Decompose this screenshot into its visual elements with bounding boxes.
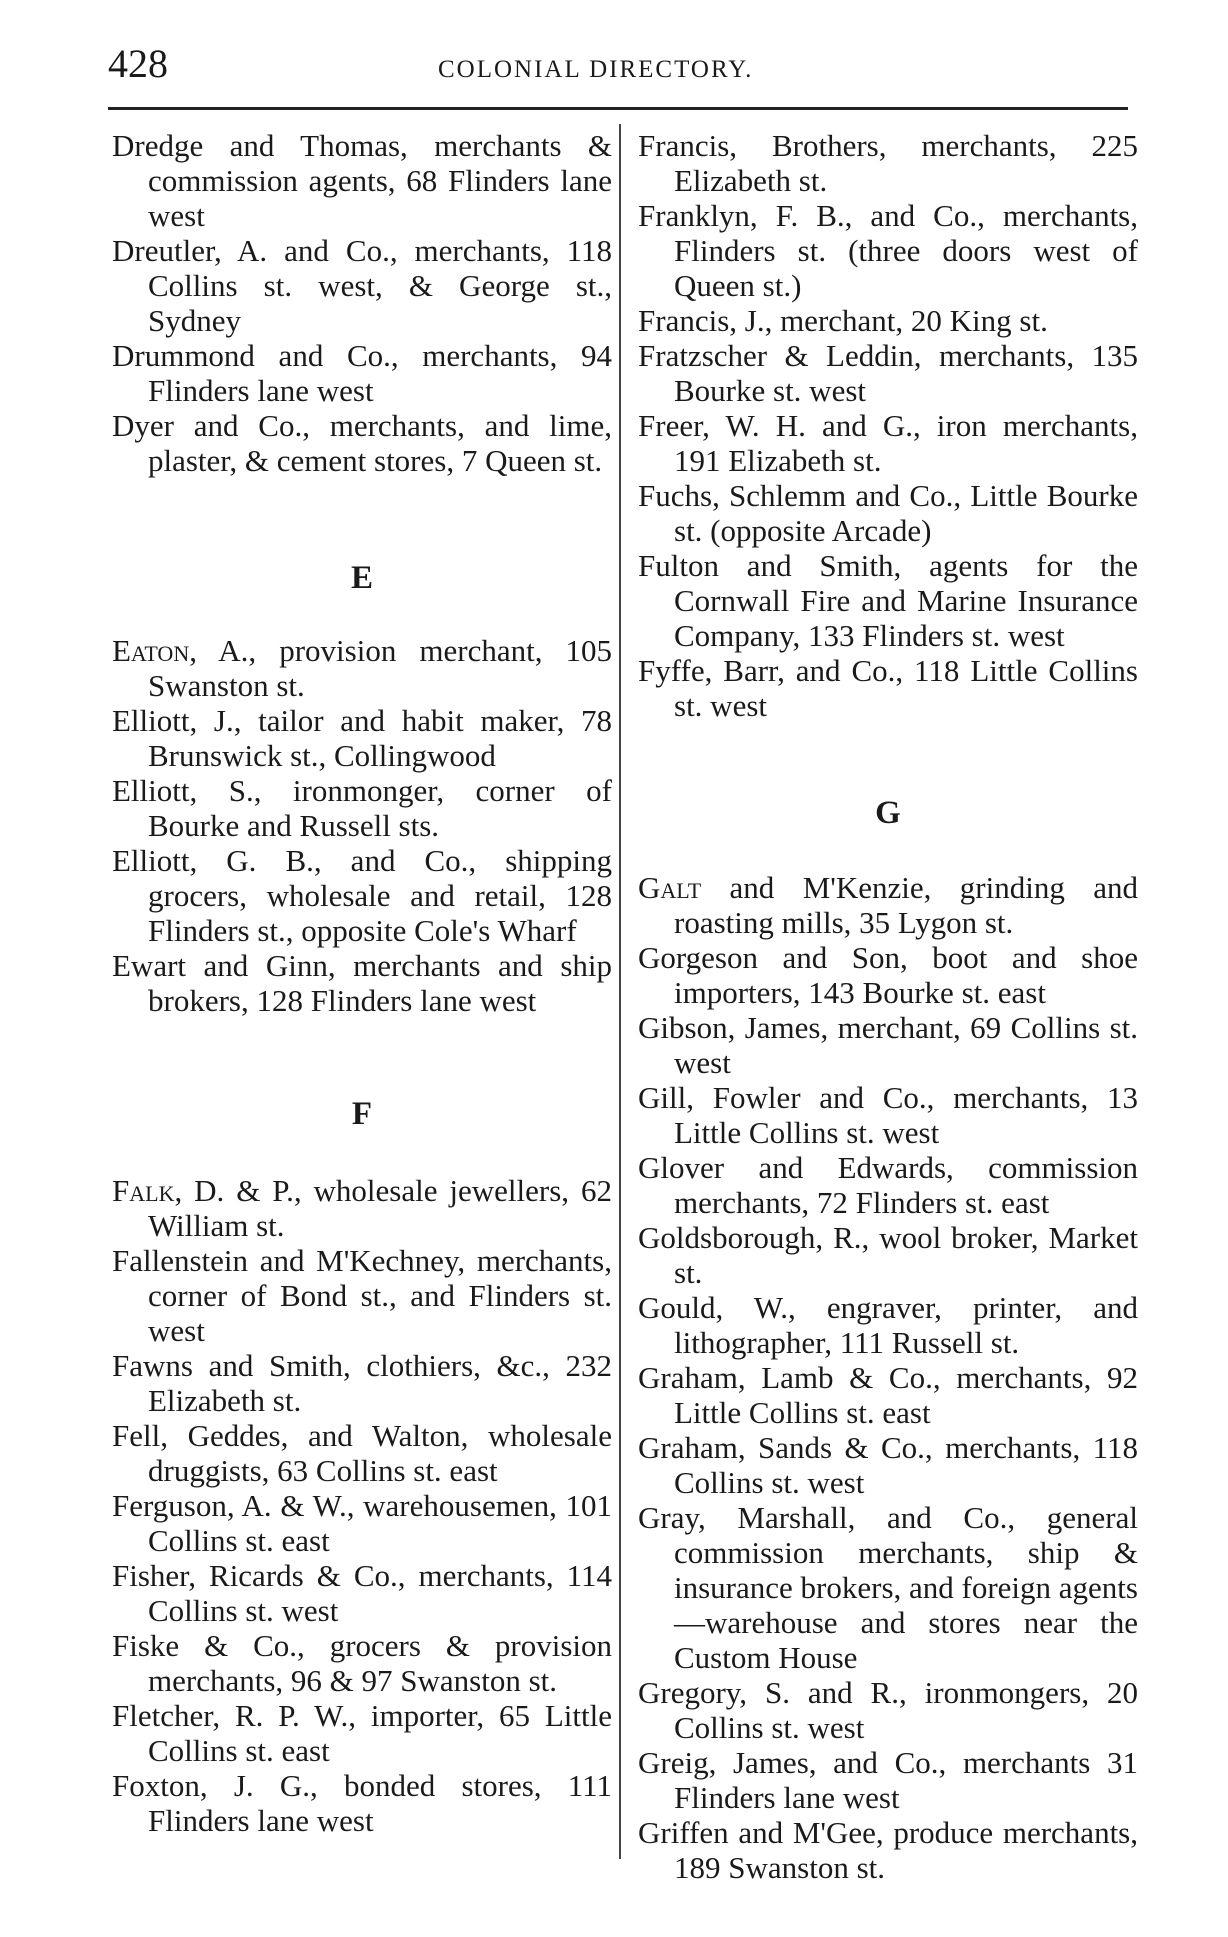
directory-entry: Graham, Sands & Co., merchants, 118 Collins st. west: [638, 1430, 1138, 1500]
directory-entry: Dredge and Thomas, merchants & commission agents, 68 Flinders lane west: [112, 128, 612, 233]
directory-entry: Fallenstein and M'Kechney, merchants, corner of Bond st., and Flinders st. west: [112, 1243, 612, 1348]
directory-entry: Graham, Lamb & Co., merchants, 92 Little Collins st. east: [638, 1360, 1138, 1430]
directory-entry: Elliott, G. B., and Co., shipping grocers, wholesale and retail, 128 Flinders st., opposite Cole's Wharf: [112, 843, 612, 948]
directory-entry: Fratzscher & Leddin, merchants, 135 Bourke st. west: [638, 338, 1138, 408]
directory-entry: Fyffe, Barr, and Co., 118 Little Collins st. west: [638, 653, 1138, 723]
directory-entry: Francis, J., merchant, 20 King st.: [638, 303, 1048, 338]
directory-entry: Ewart and Ginn, merchants and ship brokers, 128 Flinders lane west: [112, 948, 612, 1018]
directory-entry: Ferguson, A. & W., warehousemen, 101 Collins st. east: [112, 1488, 612, 1558]
directory-entry: Fisher, Ricards & Co., merchants, 114 Collins st. west: [112, 1558, 612, 1628]
directory-entry: Dyer and Co., merchants, and lime, plaster, & cement stores, 7 Queen st.: [112, 408, 612, 478]
directory-entry: Gould, W., engraver, printer, and lithographer, 111 Russell st.: [638, 1290, 1138, 1360]
section-letter-g: G: [875, 795, 901, 831]
directory-entry: Dreutler, A. and Co., merchants, 118 Collins st. west, & George st., Sydney: [112, 233, 612, 338]
directory-entry: Fell, Geddes, and Walton, wholesale druggists, 63 Collins st. east: [112, 1418, 612, 1488]
entry-text: , A., provision merchant, 105 Swanston st.: [148, 633, 612, 703]
directory-entry: [638, 870, 1138, 940]
directory-entry: Elliott, S., ironmonger, corner of Bourke and Russell sts.: [112, 773, 612, 843]
directory-entry: Fiske & Co., grocers & provision merchants, 96 & 97 Swanston st.: [112, 1628, 612, 1698]
directory-entry: Goldsborough, R., wool broker, Market st.: [638, 1220, 1138, 1290]
directory-entry: Glover and Edwards, commission merchants, 72 Flinders st. east: [638, 1150, 1138, 1220]
directory-entry: Gorgeson and Son, boot and shoe importers, 143 Bourke st. east: [638, 940, 1138, 1010]
directory-entry: Drummond and Co., merchants, 94 Flinders lane west: [112, 338, 612, 408]
directory-entry: Griffen and M'Gee, produce merchants, 189 Swanston st.: [638, 1815, 1138, 1885]
entry-text: , D. & P., wholesale jewellers, 62 William st.: [148, 1173, 612, 1243]
entry-lead-name: Galt: [638, 870, 702, 905]
directory-entry: Foxton, J. G., bonded stores, 111 Flinders lane west: [112, 1768, 612, 1838]
section-letter-f: F: [351, 1096, 373, 1132]
running-title: COLONIAL DIRECTORY.: [438, 56, 754, 83]
page-header: [108, 40, 1128, 90]
directory-entry: Gregory, S. and R., ironmongers, 20 Collins st. west: [638, 1675, 1138, 1745]
directory-entry: Fuchs, Schlemm and Co., Little Bourke st. (opposite Arcade): [638, 478, 1138, 548]
entry-lead-name: Falk: [112, 1173, 175, 1208]
directory-entry: [112, 1173, 612, 1243]
header-rule: [108, 107, 1128, 110]
directory-entry: Francis, Brothers, merchants, 225 Elizabeth st.: [638, 128, 1138, 198]
directory-entry: Gill, Fowler and Co., merchants, 13 Little Collins st. west: [638, 1080, 1138, 1150]
entry-text: and M'Kenzie, grinding and roasting mills, 35 Lygon st.: [674, 870, 1138, 940]
directory-entry: Gray, Marshall, and Co., general commission merchants, ship & insurance brokers, and foreign agents—warehouse and stores near the Custom House: [638, 1500, 1138, 1675]
left-column: [112, 128, 612, 1838]
directory-entry: [112, 633, 612, 703]
directory-entry: Franklyn, F. B., and Co., merchants, Flinders st. (three doors west of Queen st.): [638, 198, 1138, 303]
directory-entry: Fawns and Smith, clothiers, &c., 232 Elizabeth st.: [112, 1348, 612, 1418]
directory-entry: Greig, James, and Co., merchants 31 Flinders lane west: [638, 1745, 1138, 1815]
column-divider: [619, 124, 621, 1859]
directory-entry: Freer, W. H. and G., iron merchants, 191 Elizabeth st.: [638, 408, 1138, 478]
entry-lead-name: Eaton: [112, 633, 190, 668]
directory-entry: Elliott, J., tailor and habit maker, 78 Brunswick st., Collingwood: [112, 703, 612, 773]
directory-entry: Fletcher, R. P. W., importer, 65 Little Collins st. east: [112, 1698, 612, 1768]
page-number: 428: [108, 41, 168, 86]
directory-entry: Gibson, James, merchant, 69 Collins st. west: [638, 1010, 1138, 1080]
section-letter-e: E: [350, 560, 373, 596]
directory-entry: Fulton and Smith, agents for the Cornwall Fire and Marine Insurance Company, 133 Flinders st. west: [638, 548, 1138, 653]
right-column: [638, 128, 1138, 1885]
